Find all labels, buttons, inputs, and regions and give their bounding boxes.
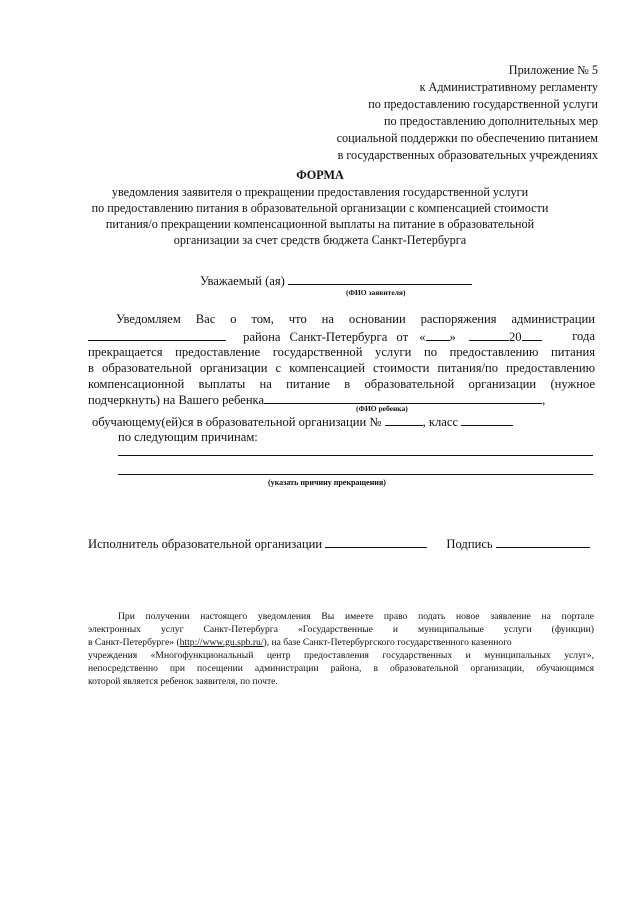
year-field[interactable] [522,328,542,341]
body-line-3: прекращается предоставление государственной услуги по предоставлению питания [88,345,595,359]
body-line-8: по следующим причинам: [118,430,258,444]
body-line-5: компенсационной выплаты на питание в образовательной организации (нужное [88,377,595,391]
executor-field[interactable] [325,535,427,548]
subtitle-line: уведомления заявителя о прекращении предоставления государственной услуги [111,185,529,199]
signature-row [88,535,590,552]
form-title: ФОРМА [296,168,344,182]
footnote-line-2: электронных услуг Санкт-Петербурга «Государственные и муниципальные услуги (функции) [88,624,594,635]
body-line-2 [88,328,595,345]
reason-line-1[interactable] [118,455,593,456]
footnote-text: в Санкт-Петербурге» ( [88,637,180,648]
day-field[interactable] [426,328,450,341]
school-label: обучающему(ей)ся в образовательной организации № [92,415,382,429]
child-caption: (ФИО ребенка) [356,404,408,413]
appendix-line: по предоставлению государственной услуги [368,97,598,111]
signature-field[interactable] [496,535,590,548]
appendix-line: по предоставлению дополнительных мер [383,114,598,128]
reason-line-2[interactable] [118,474,593,475]
applicant-caption: (ФИО заявителя) [346,288,406,297]
month-field[interactable] [469,328,509,341]
comma: , [542,393,546,407]
district-field[interactable] [88,328,226,341]
school-number-field[interactable] [385,413,423,426]
class-field[interactable] [461,413,513,426]
year-prefix: 20 [508,330,522,344]
body-line-4: в образовательной организации с компенсацией стоимости питания/по предоставлению [88,361,595,375]
footnote-line-6: которой является ребенок заявителя, по почте. [88,676,278,687]
applicant-name-field[interactable] [288,272,472,285]
close-quote: » [449,330,456,344]
child-name-field[interactable] [264,391,542,404]
greeting [200,272,472,289]
footnote-text: ), на базе Санкт-Петербургского государственного казенного [263,637,512,648]
footnote-line-1: При получении настоящего уведомления Вы имеете право подать новое заявление на портале [118,611,594,622]
appendix-header [337,62,598,164]
form-subtitle [0,184,640,248]
body-line-7 [92,413,513,430]
class-label: , класс [422,415,459,429]
district-text: района Санкт-Петербурга от [243,330,409,344]
year-word: года [572,329,595,343]
subtitle-line: организации за счет средств бюджета Санкт-Петербурга [173,233,467,247]
appendix-line: к Административному регламенту [419,80,598,94]
body-line-6 [88,391,545,408]
appendix-line: социальной поддержки по обеспечению питанием [336,131,598,145]
executor-label: Исполнитель образовательной организации [88,537,323,551]
reason-caption: (указать причину прекращения) [268,478,386,487]
greeting-label: Уважаемый (ая) [200,274,285,288]
footnote-line-3 [88,636,512,650]
signature-label: Подпись [446,537,493,551]
subtitle-line: питания/о прекращении компенсационной выплаты на питание в образовательной [105,217,535,231]
child-label: подчеркнуть) на Вашего ребенка [88,393,265,407]
portal-link[interactable]: http://www.gu.spb.ru/ [179,637,264,648]
appendix-line: в государственных образовательных учреждениях [337,148,598,162]
footnote-line-4: учреждения «Многофункциональный центр предоставления государственных и муниципальных услуг», [88,650,594,661]
open-quote: « [419,330,426,344]
body-line-1: Уведомляем Вас о том, что на основании распоряжения администрации [116,312,595,326]
footnote-line-5: непосредственно при посещении администрации района, в образовательной организации, обучающимся [88,663,594,674]
appendix-line: Приложение № 5 [508,63,598,77]
subtitle-line: по предоставлению питания в образовательной организации с компенсацией стоимости [91,201,549,215]
